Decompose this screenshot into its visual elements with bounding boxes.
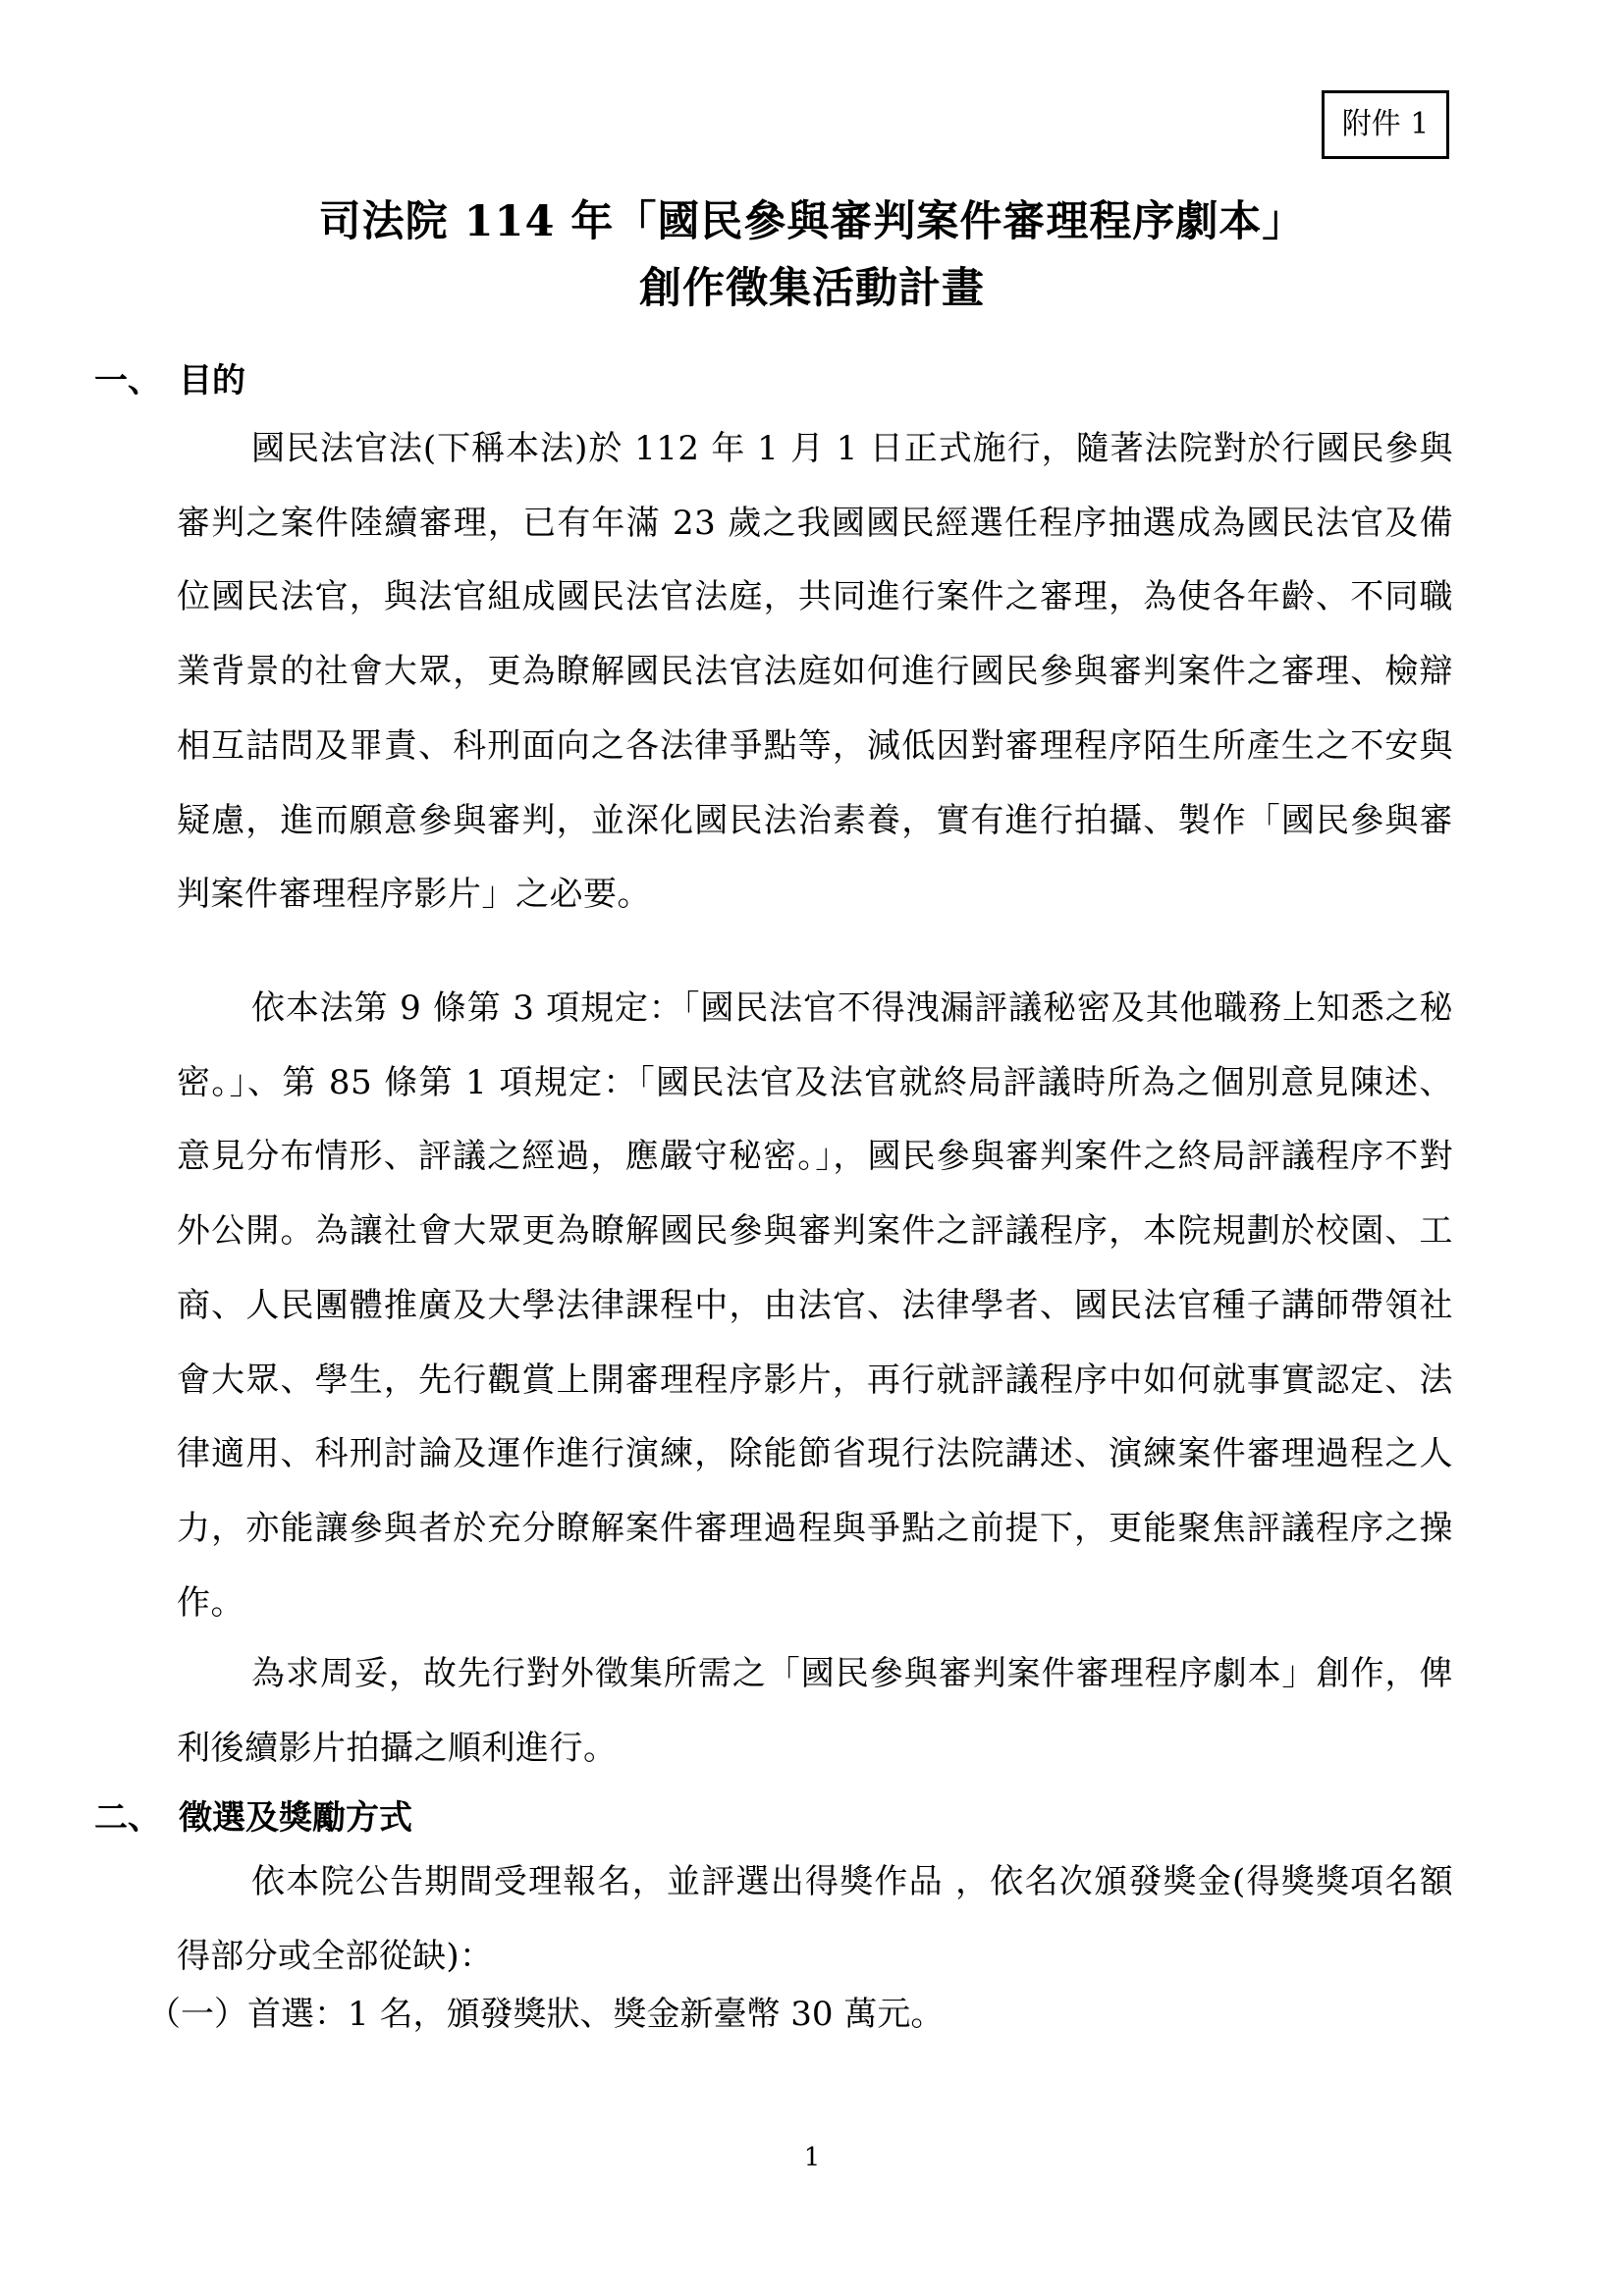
section-heading-selection-rewards (94, 1790, 412, 1839)
section-heading-purpose (94, 353, 245, 401)
document-title-line1: 司法院 114 年「國民參與審判案件審理程序劇本」 (318, 197, 1306, 246)
list-item: （一）首選：1 名，頒發獎狀、獎金新臺幣 30 萬元。 (147, 1995, 945, 2034)
paragraph: 國民法官法(下稱本法)於 112 年 1 月 1 日正式施行，隨著法院對於行國民參與審判之案件陸續審理，已有年滿 23 歲之我國國民經選任程序抽選成為國民法官及備位國民法官，與法官組成國民法官法庭，共同進行案件之審理，為使各年齡、不同職業背景的社會大眾，更為瞭解國民法官法庭如何進行國民參與審判案件之審理、檢辯相互詰問及罪責、科刑面向之各法律爭點等，減低因對審理程序陌生所產生之不安與疑慮，進而願意參與審判，並深化國民法治素養，實有進行拍攝、製作「國民參與審判案件審理程序影片」之必要。 (177, 429, 1453, 915)
attachment-label: 附件 1 (1322, 90, 1449, 159)
section-number: 二、 (94, 1798, 161, 1838)
section-title: 徵選及獎勵方式 (179, 1798, 412, 1838)
section-number: 一、 (94, 361, 161, 400)
paragraph: 依本院公告期間受理報名，並評選出得獎作品 ，依名次頒發獎金(得獎獎項名額得部分或全部從缺)： (177, 1862, 1453, 1976)
page-number: 1 (803, 2143, 821, 2172)
paragraph: 為求周妥，故先行對外徵集所需之「國民參與審判案件審理程序劇本」創作，俾利後續影片拍攝之順利進行。 (177, 1654, 1453, 1768)
document-title-line2: 創作徵集活動計畫 (639, 264, 985, 313)
paragraph: 依本法第 9 條第 3 項規定：「國民法官不得洩漏評議秘密及其他職務上知悉之秘密。」、第 85 條第 1 項規定：「國民法官及法官就終局評議時所為之個別意見陳述、意見分布情形、評議之經過，應嚴守秘密。」，國民參與審判案件之終局評議程序不對外公開。為讓社會大眾更為瞭解國民參與審判案件之評議程序，本院規劃於校園、工商、人民團體推廣及大學法律課程中，由法官、法律學者、國民法官種子講師帶領社會大眾、學生，先行觀賞上開審理程序影片，再行就評議程序中如何就事實認定、法律適用、科刑討論及運作進行演練，除能節省現行法院講述、演練案件審理過程之人力，亦能讓參與者於充分瞭解案件審理過程與爭點之前提下，更能聚焦評議程序之操作。 (177, 988, 1453, 1623)
section-title: 目的 (179, 361, 245, 400)
